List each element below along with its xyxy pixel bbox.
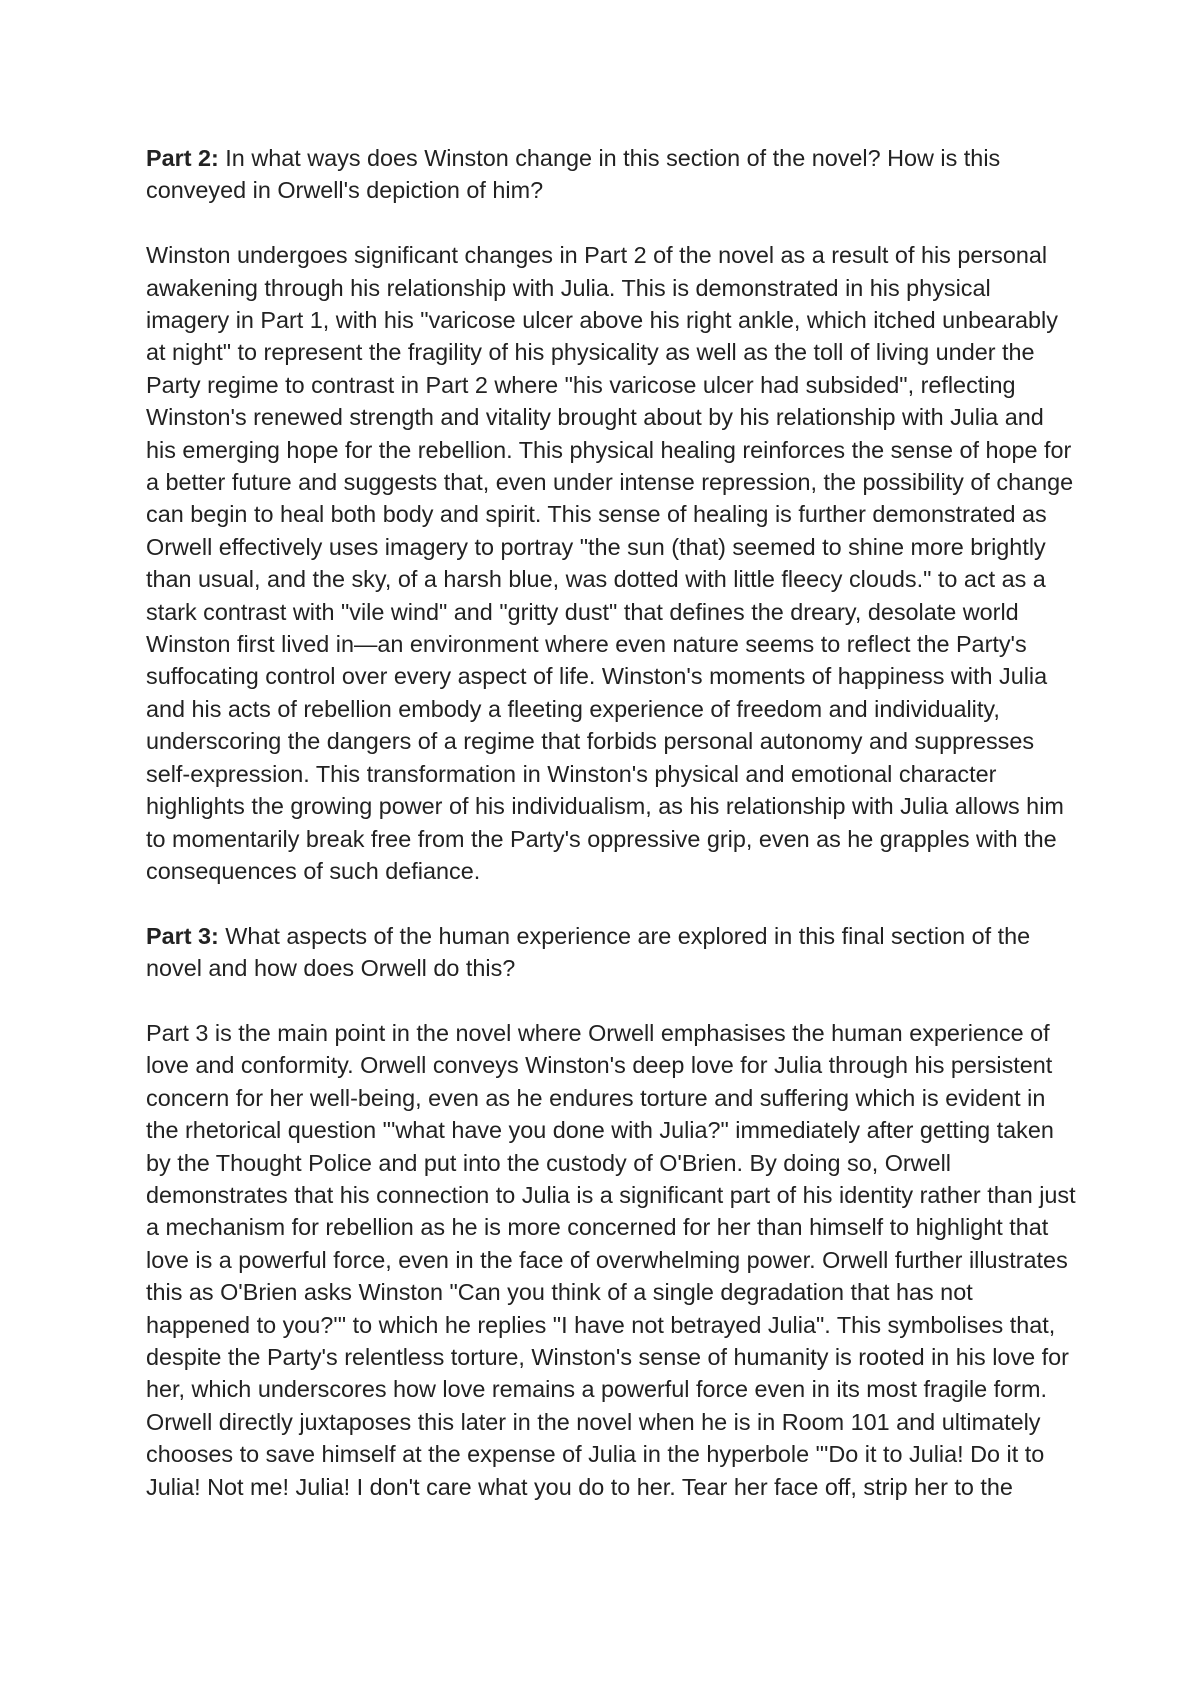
part-2-answer: Winston undergoes significant changes in Part 2 of the novel as a result of his personal awakening through his relationship with Julia. This is demonstrated in his physical imagery in Part 1, with his "varicose ulcer above his right ankle, which itched unbearably at night" to represent the fragility of his physicality as well as the toll of living under the Party regime to contrast in Part 2 where "his varicose ulcer had subsided", reflecting Winston's renewed strength and vitality brought about by his relationship with Julia and his emerging hope for the rebellion. This physical healing reinforces the sense of hope for a better future and suggests that, even under intense repression, the possibility of change can begin to heal both body and spirit. This sense of healing is further demonstrated as Orwell effectively uses imagery to portray "the sun (that) seemed to shine more brightly than usual, and the sky, of a harsh blue, was dotted with little fleecy clouds." to act as a stark contrast with "vile wind" and "gritty dust" that defines the dreary, desolate world Winston first lived in—an environment where even nature seems to reflect the Party's suffocating control over every aspect of life. Winston's moments of happiness with Julia and his acts of rebellion embody a fleeting experience of freedom and individuality, underscoring the dangers of a regime that forbids personal autonomy and suppresses self-expression. This transformation in Winston's physical and emotional character highlights the growing power of his individualism, as his relationship with Julia allows him to momentarily break free from the Party's oppressive grip, even as he grapples with the consequences of such defiance. [146, 242, 1074, 884]
part-2-label: Part 2: [146, 145, 219, 171]
part-3-answer: Part 3 is the main point in the novel where Orwell emphasises the human experience of love and conformity. Orwell conveys Winston's deep love for Julia through his persistent concern for her well-being, even as he endures torture and suffering which is evident in the rhetorical question "'what have you done with Julia?" immediately after getting taken by the Thought Police and put into the custody of O'Brien. By doing so, Orwell demonstrates that his connection to Julia is a significant part of his identity rather than just a mechanism for rebellion as he is more concerned for her than himself to highlight that love is a powerful force, even in the face of overwhelming power. Orwell further illustrates this as O'Brien asks Winston "Can you think of a single degradation that has not happened to you?'" to which he replies "I have not betrayed Julia". This symbolises that, despite the Party's relentless torture, Winston's sense of humanity is rooted in his love for her, which underscores how love remains a powerful force even in its most fragile form. Orwell directly juxtaposes this later in the novel when he is in Room 101 and ultimately chooses to save himself at the expense of Julia in the hyperbole "'Do it to Julia! Do it to Julia! Not me! Julia! I don't care what you do to her. Tear her face off, strip her to the [146, 1019, 1076, 1500]
part-2-heading [146, 142, 1076, 207]
document-body [146, 142, 1076, 1503]
part-2-question: In what ways does Winston change in this section of the novel? How is this conveyed in Orwell's depiction of him? [146, 145, 1001, 204]
part-3-heading [146, 920, 1076, 985]
part-3-question: What aspects of the human experience are explored in this final section of the novel and how does Orwell do this? [146, 922, 1031, 982]
part-3-label: Part 3: [146, 922, 219, 949]
